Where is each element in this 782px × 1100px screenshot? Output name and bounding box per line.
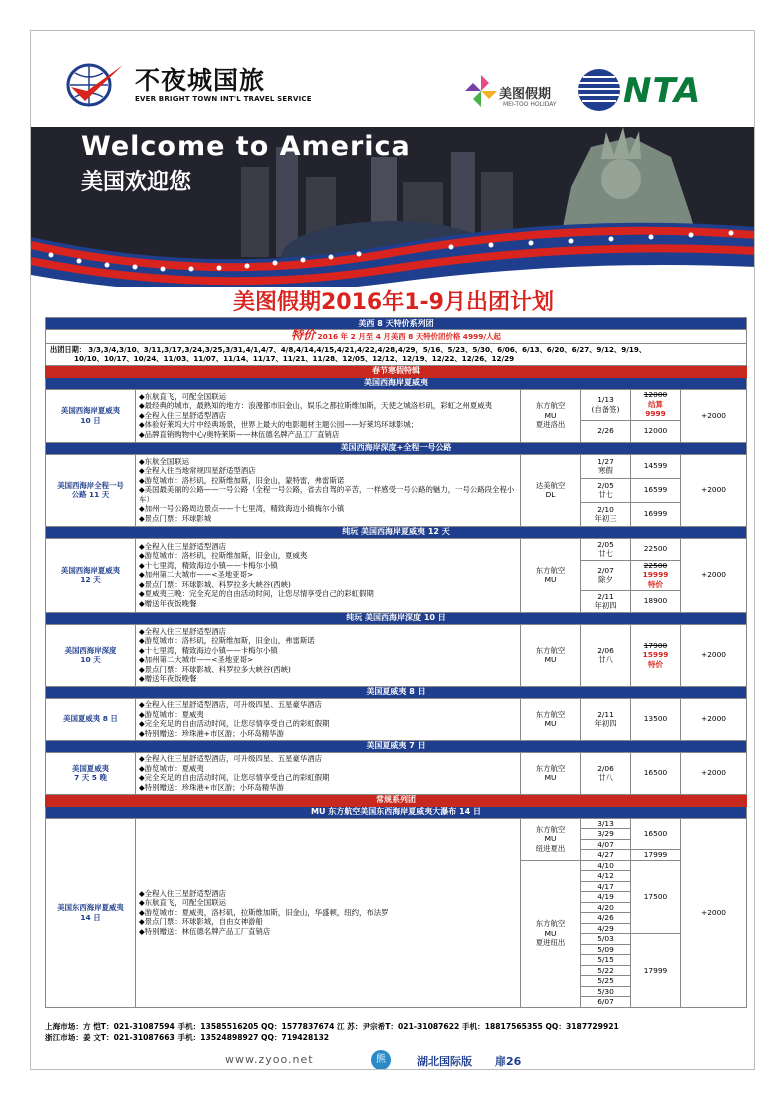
contacts: [45, 1021, 746, 1043]
tour-date: 2/05 廿七: [581, 538, 631, 560]
regular-date: 4/17: [581, 881, 631, 892]
welcome-cn: 美国欢迎您: [81, 170, 192, 195]
nta-globe-icon: [575, 65, 625, 115]
website-link[interactable]: www.zyoo.net: [225, 1053, 314, 1066]
edition-label: 湖北国际版: [417, 1055, 472, 1068]
dates-line2: 10/10、10/17、10/24、11/03、11/07、11/14、11/17、11/21、11/28、12/05、12/12、12/19、12/22、12/26、12/29: [74, 354, 515, 363]
nta-logo: [575, 65, 745, 117]
tour-name: 美国西海岸深度 10 天: [46, 624, 136, 686]
tour-price: 18900: [631, 590, 681, 612]
tour-name: 美国西海岸夏威夷 12 天: [46, 538, 136, 612]
regular-date: 5/09: [581, 944, 631, 955]
tour-bar: [46, 740, 747, 752]
tour-price: 16599: [631, 478, 681, 502]
regular-airline: 东方航空 MU 纽进夏出: [521, 818, 581, 860]
regular-bar: [46, 794, 747, 806]
regular-date: 5/22: [581, 965, 631, 976]
tour-bar-label: 纯玩 美国西海岸夏威夷 12 天: [46, 526, 747, 538]
price-special: 15999 特价: [642, 650, 669, 669]
price-special: 结算 9999: [645, 399, 666, 419]
regular-date: 5/15: [581, 955, 631, 966]
tour-price: [631, 560, 681, 590]
tour-description: ◆东航全国联运 ◆全程入住当地常规四星舒适型酒店 ◆游览城市：洛杉矶，拉斯维加斯，旧金山，蒙特雷，弗雷斯诺 ◆美国最美丽的公路——一号公路（全程一号公路，省去自驾的辛苦，一样感受一号公路的魅力，一号公路段全程小车） ◆加州一号公路周边景点——十七里湾，精致海边小镇梅尔小镇 ◆景点门票：环球影城: [136, 454, 521, 526]
tour-row: [46, 389, 747, 420]
price-original: 17900: [643, 640, 668, 650]
tour-airline: 东方航空 MU: [521, 538, 581, 612]
special-dates-row: [46, 343, 747, 365]
page-frame: [30, 30, 755, 1070]
regular-row: [46, 818, 747, 829]
tour-date: 2/10 年初三: [581, 502, 631, 526]
tour-price: 14599: [631, 454, 681, 478]
tour-price: 16500: [631, 752, 681, 794]
tour-bar: [46, 442, 747, 454]
tour-airline: 达美航空 DL: [521, 454, 581, 526]
price-original: 12000: [643, 390, 668, 400]
tour-bar-label: 美国西海岸深度+全程一号公路: [46, 442, 747, 454]
main-title: 美图假期2016年1-9月出团计划: [233, 290, 554, 315]
pinwheel-icon: [461, 71, 501, 111]
regular-price: 16500: [631, 818, 681, 850]
dates-label: 出团日期：: [50, 344, 86, 354]
tour-name: 美国西海岸全程一号 公路 11 天: [46, 454, 136, 526]
tour-name: 美国西海岸夏威夷 10 日: [46, 389, 136, 442]
regular-date: 4/20: [581, 902, 631, 913]
tour-surcharge: +2000: [681, 752, 747, 794]
tour-surcharge: +2000: [681, 389, 747, 442]
regular-airline: 东方航空 MU 夏进纽出: [521, 860, 581, 1007]
tour-bar-label: 美国西海岸夏威夷: [46, 377, 747, 389]
brand-name: 不夜城国旅: [135, 66, 266, 95]
regular-price: 17500: [631, 860, 681, 934]
header: [31, 31, 755, 127]
brand-logo: [61, 59, 331, 109]
tour-price: 13500: [631, 698, 681, 740]
tour-bar-label: 美国夏威夷 7 日: [46, 740, 747, 752]
tour-description: ◆东航直飞，可配全国联运 ◆最经典的城市，最熟知的地方：浪漫都市旧金山，娱乐之都拉斯维加斯，天使之城洛杉矶，彩虹之州夏威夷 ◆全程入住三星舒适型酒店 ◆体验好莱坞大片中经典场景，世界上最大的电影题材主题公园——好莱坞环球影城； ◆品牌直销购物中心/奥特莱斯——林伍德名牌产品工厂直销店: [136, 389, 521, 442]
regular-tour-bar: [46, 806, 747, 818]
brand-subtitle: EVER BRIGHT TOWN INT'L TRAVEL SERVICE: [135, 95, 312, 103]
tour-price: [631, 624, 681, 686]
tour-surcharge: +2000: [681, 698, 747, 740]
regular-date: 4/10: [581, 860, 631, 871]
tour-bar: [46, 686, 747, 698]
tour-airline: 东方航空 MU: [521, 624, 581, 686]
tour-name: 美国夏威夷 7 天 5 晚: [46, 752, 136, 794]
tour-price: 12000: [631, 420, 681, 442]
special-bar: [46, 318, 747, 330]
spring-bar: [46, 365, 747, 377]
regular-bar-label: 常规系列团: [46, 794, 747, 806]
regular-date: 3/29: [581, 829, 631, 840]
meitoo-subtitle: MEI-TOO HOLIDAY: [503, 101, 557, 108]
tour-date: 2/05 廿七: [581, 478, 631, 502]
regular-date: 5/03: [581, 934, 631, 945]
tour-date: 2/06 廿八: [581, 624, 631, 686]
special-label: 特价: [291, 328, 316, 342]
tour-row: [46, 752, 747, 794]
tour-row: [46, 538, 747, 560]
special-bar-label: 美西 8 天特价系列团: [46, 318, 747, 330]
tour-bar-label: 纯玩 美国西海岸深度 10 日: [46, 612, 747, 624]
regular-price: 17999: [631, 934, 681, 1008]
regular-name: 美国东西海岸夏威夷 14 日: [46, 818, 136, 1007]
tour-date: 1/27 寒假: [581, 454, 631, 478]
tour-surcharge: +2000: [681, 624, 747, 686]
special-text: 2016 年 2 月至 4 月美西 8 天特价团价格 4999/人起: [317, 332, 501, 341]
special-dates: [46, 343, 747, 365]
tour-price: 22500: [631, 538, 681, 560]
bear-icon: 熊: [371, 1050, 391, 1070]
tour-description: ◆全程入住三星舒适型酒店，可升级四星、五星豪华酒店 ◆游览城市：夏威夷 ◆完全充足的自由活动时间，让您尽情享受自己的彩虹假期 ◆特别赠送：珍珠港+市区游；小环岛精华游: [136, 698, 521, 740]
dates-line1: 3/3,3/4,3/10、3/11,3/17,3/24,3/25,3/31,4/1,4/7、4/8,4/14,4/15,4/21,4/22,4/28,4/29，5/16、5/23、5/30、6/06、6/13、6/20、6/27、9/12、9/19、: [88, 344, 647, 354]
regular-tour-bar-label: MU 东方航空美国东西海岸夏威夷大瀑布 14 日: [46, 806, 747, 818]
special-row: [46, 330, 747, 344]
regular-date: 4/12: [581, 871, 631, 882]
tour-name: 美国夏威夷 8 日: [46, 698, 136, 740]
globe-check-icon: [61, 59, 131, 109]
tour-date: 2/11 年初四: [581, 590, 631, 612]
price-original: 22500: [643, 560, 668, 570]
spring-bar-label: 春节寒假特辑: [46, 365, 747, 377]
tour-bar: [46, 612, 747, 624]
special-offer: [46, 330, 747, 344]
tour-date: 2/06 廿八: [581, 752, 631, 794]
meitoo-name: 美图假期: [499, 87, 552, 102]
page-number: 扉26: [495, 1055, 522, 1068]
regular-date: 3/13: [581, 818, 631, 829]
tour-date: 2/26: [581, 420, 631, 442]
regular-price: 17999: [631, 850, 681, 861]
welcome-en: Welcome to America: [81, 131, 411, 162]
tour-surcharge: +2000: [681, 538, 747, 612]
tour-price: 16999: [631, 502, 681, 526]
regular-surcharge: +2000: [681, 818, 747, 1007]
tour-date: 2/07 除夕: [581, 560, 631, 590]
meitoo-logo: [461, 67, 581, 117]
tour-row: [46, 698, 747, 740]
tour-bar: [46, 526, 747, 538]
regular-date: 6/07: [581, 997, 631, 1008]
regular-date: 4/26: [581, 913, 631, 924]
nta-text: NTA: [623, 71, 702, 111]
tour-date: 2/11 年初四: [581, 698, 631, 740]
contact-line: 上海市场：方 恺T：021-31087594 手机：13585516205 QQ：1577837674 江 苏：尹宗希T：021-31087622 手机：18817565355 QQ：3187729921: [45, 1022, 619, 1031]
regular-date: 5/30: [581, 986, 631, 997]
regular-description: ◆全程入住三星舒适型酒店 ◆东航直飞，可配全国联运 ◆游览城市：夏威夷，洛杉矶，拉斯维加斯，旧金山，华盛顿，纽约，布法罗 ◆景点门票：环球影城，自由女神游船 ◆特别赠送：林伍德名牌产品工厂直销店: [136, 818, 521, 1007]
tour-price: [631, 389, 681, 420]
contact-line: 浙江市场：姜 文T：021-31087663 手机：13524898927 QQ：719428132: [45, 1033, 330, 1042]
regular-date: 4/27: [581, 850, 631, 861]
tour-surcharge: +2000: [681, 454, 747, 526]
tour-airline: 东方航空 MU 夏进洛出: [521, 389, 581, 442]
tour-airline: 东方航空 MU: [521, 698, 581, 740]
tour-date: 1/13 (自备签): [581, 389, 631, 420]
tour-row: [46, 624, 747, 686]
regular-date: 4/07: [581, 839, 631, 850]
regular-date: 4/19: [581, 892, 631, 903]
footer: [31, 1045, 755, 1070]
schedule-table: [45, 317, 747, 1008]
price-special: 19999 特价: [642, 570, 669, 589]
tour-bar: [46, 377, 747, 389]
tour-row: [46, 454, 747, 478]
tour-description: ◆全程入住三星舒适型酒店，可升级四星、五星豪华酒店 ◆游览城市：夏威夷 ◆完全充足的自由活动时间，让您尽情享受自己的彩虹假期 ◆特别赠送：珍珠港+市区游；小环岛精华游: [136, 752, 521, 794]
tour-description: ◆全程入住三星舒适型酒店 ◆游览城市：洛杉矶，拉斯维加斯，旧金山，弗雷斯诺 ◆十七里湾，精致海边小镇——卡梅尔小镇 ◆加州第二大城市——<圣地亚哥> ◆景点门票：环球影城、科罗拉多大峡谷(西峡) ◆赠送年夜饭晚餐: [136, 624, 521, 686]
tour-description: ◆全程入住三星舒适型酒店 ◆游览城市：洛杉矶，拉斯维加斯，旧金山，夏威夷 ◆十七里湾，精致海边小镇——卡梅尔小镇 ◆加州第二大城市——<圣地亚哥> ◆景点门票：环球影城、科罗拉多大峡谷(西峡) ◆夏威夷三晚：完全充足的自由活动时间，让您尽情享受自己的彩虹假期 ◆赠送年夜饭晚餐: [136, 538, 521, 612]
tour-airline: 东方航空 MU: [521, 752, 581, 794]
regular-date: 5/25: [581, 976, 631, 987]
regular-date: 4/29: [581, 923, 631, 934]
tour-bar-label: 美国夏威夷 8 日: [46, 686, 747, 698]
